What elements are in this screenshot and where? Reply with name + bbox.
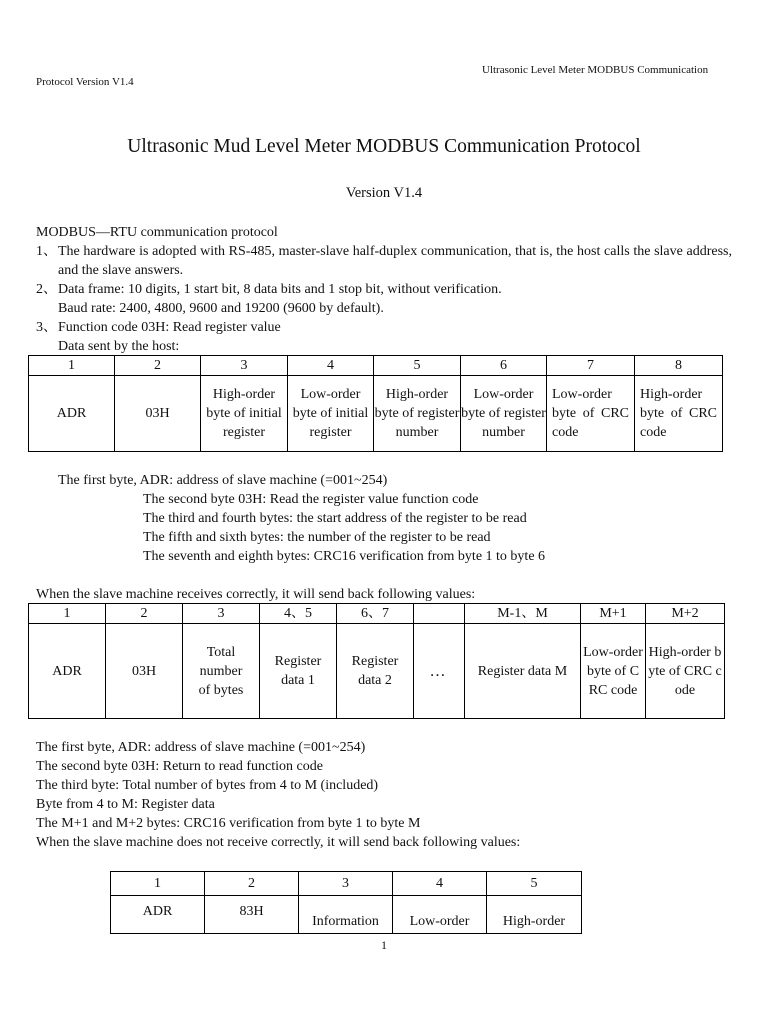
table-header-cell: M+2 [646, 604, 725, 624]
table-cell: High-order byte of CRC code [635, 376, 723, 452]
table-cell: High-order byte of CRC code [646, 624, 725, 719]
list-item-number: 2、 [36, 282, 57, 297]
table-header-cell: 4、5 [260, 604, 337, 624]
table-header-cell [414, 604, 465, 624]
table-header-cell: 4 [288, 356, 374, 376]
table-header-cell: 3 [299, 872, 393, 896]
note-line: The fifth and sixth bytes: the number of the register to be read [143, 530, 491, 545]
table-row [111, 896, 582, 934]
running-header-left: Protocol Version V1.4 [36, 76, 134, 88]
table-cell: 03H [115, 376, 201, 452]
note-line: The first byte, ADR: address of slave machine (=001~254) [36, 740, 366, 755]
note-line: The M+1 and M+2 bytes: CRC16 verification from byte 1 to byte M [36, 816, 421, 831]
list-item-text: Data frame: 10 digits, 1 start bit, 8 data bits and 1 stop bit, without verification. [58, 282, 502, 297]
list-item-text: Function code 03H: Read register value [58, 320, 281, 335]
table-header-cell: 3 [183, 604, 260, 624]
table-cell: ADR [29, 376, 115, 452]
intro-line: MODBUS—RTU communication protocol [36, 225, 278, 240]
page-number: 1 [381, 938, 387, 952]
table-row [29, 624, 725, 719]
document-title: Ultrasonic Mud Level Meter MODBUS Communication Protocol [127, 136, 641, 157]
note-line: The first byte, ADR: address of slave machine (=001~254) [58, 473, 388, 488]
table-header-cell: 1 [111, 872, 205, 896]
list-item-1 [36, 242, 732, 280]
table-header-cell: 5 [374, 356, 461, 376]
host-request-table [28, 355, 723, 452]
list-item-number: 3、 [36, 320, 57, 335]
table-cell: 03H [106, 624, 183, 719]
table-header-cell: 3 [201, 356, 288, 376]
table-cell: Register data M [465, 624, 581, 719]
slave-response-table [28, 603, 725, 719]
table-cell: Low-order byte of CRC code [581, 624, 646, 719]
table-header-cell: 2 [106, 604, 183, 624]
table-header-cell: 5 [487, 872, 582, 896]
ellipsis-cell: … [414, 624, 465, 719]
table-cell: Low-order byte of register number [461, 376, 547, 452]
table-header-cell: M-1、M [465, 604, 581, 624]
table-header-row [29, 604, 725, 624]
table-row [29, 376, 723, 452]
list-item-2 [36, 280, 732, 318]
note-line: The third and fourth bytes: the start address of the register to be read [143, 511, 527, 526]
table-header-cell: 6 [461, 356, 547, 376]
note-line: The seventh and eighth bytes: CRC16 verification from byte 1 to byte 6 [143, 549, 546, 564]
table-cell: 83H [205, 896, 299, 934]
note-line: Byte from 4 to M: Register data [36, 797, 215, 812]
list-item-text: Data sent by the host: [58, 339, 180, 354]
table-header-cell: 4 [393, 872, 487, 896]
table-cell: Low-order [393, 896, 487, 934]
table-cell: High-order byte of initial register [201, 376, 288, 452]
table-header-cell: 7 [547, 356, 635, 376]
list-item-number: 1、 [36, 244, 57, 259]
slave-response-intro: When the slave machine receives correctly, it will send back following values: [36, 587, 476, 602]
error-response-table [110, 871, 582, 934]
table-header-cell: 1 [29, 356, 115, 376]
note-line: When the slave machine does not receive correctly, it will send back following values: [36, 835, 521, 850]
running-header-right: Ultrasonic Level Meter MODBUS Communication [482, 64, 709, 76]
table-cell: Information [299, 896, 393, 934]
list-item-3 [36, 318, 732, 356]
table-cell: ADR [111, 896, 205, 934]
table-cell: Low-order byte of initial register [288, 376, 374, 452]
table-cell: High-order [487, 896, 582, 934]
list-item-text: Baud rate: 2400, 4800, 9600 and 19200 (9600 by default). [58, 301, 384, 316]
table-header-cell: 6、7 [337, 604, 414, 624]
table-header-cell: M+1 [581, 604, 646, 624]
note-line: The second byte 03H: Return to read function code [36, 759, 323, 774]
note-line: The third byte: Total number of bytes from 4 to M (included) [36, 778, 379, 793]
table-cell: High-order byte of register number [374, 376, 461, 452]
table-header-cell: 1 [29, 604, 106, 624]
table-cell: Register data 1 [260, 624, 337, 719]
table-cell: Total number of bytes [183, 624, 260, 719]
table-header-cell: 2 [115, 356, 201, 376]
document-version: Version V1.4 [345, 185, 423, 201]
table-header-row [111, 872, 582, 896]
table-cell: Low-order byte of CRC code [547, 376, 635, 452]
note-line: The second byte 03H: Read the register value function code [143, 492, 479, 507]
table-header-row [29, 356, 723, 376]
list-item-text: The hardware is adopted with RS-485, master-slave half-duplex communication, that is, the host calls the slave address, and the slave answers. [58, 244, 732, 278]
table-header-cell: 2 [205, 872, 299, 896]
table-cell: Register data 2 [337, 624, 414, 719]
table-cell: ADR [29, 624, 106, 719]
table-header-cell: 8 [635, 356, 723, 376]
